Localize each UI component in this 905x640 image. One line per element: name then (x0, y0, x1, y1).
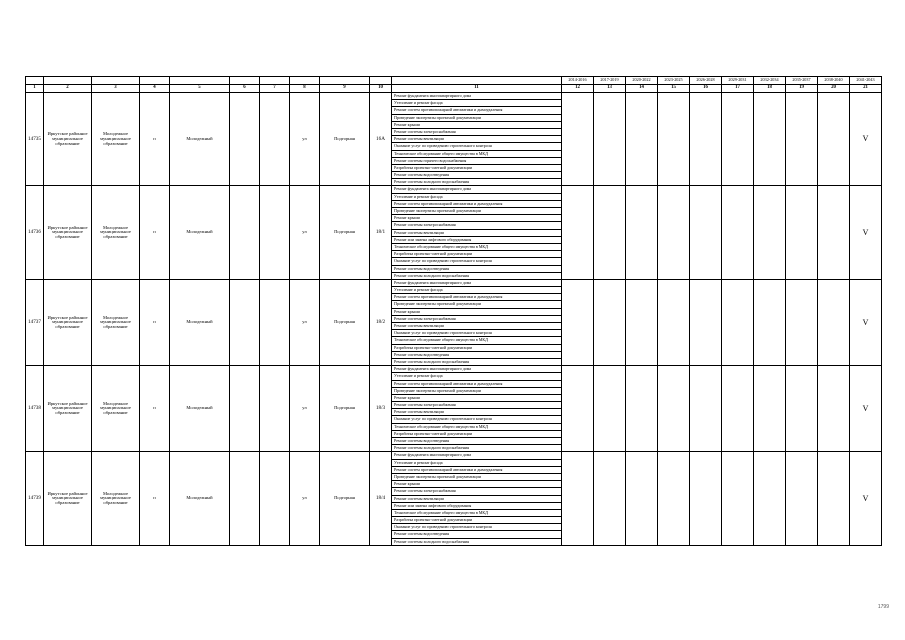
work-type: Утепление и ремонт фасада (392, 193, 562, 200)
work-type: Ремонт фундамента многоквартирного дома (392, 366, 562, 373)
work-type: Оказание услуг по проведению строительного контроля (392, 330, 562, 337)
empty-cell (260, 279, 290, 365)
year-cell (658, 452, 690, 545)
repair-schedule-table (25, 76, 882, 546)
page-number: 1799 (877, 604, 889, 610)
column-number: 15 (658, 85, 690, 93)
work-type: Ремонт крыши (392, 215, 562, 222)
year-cell (658, 186, 690, 279)
year-header-blank (230, 77, 260, 85)
year-cell (722, 186, 754, 279)
year-header-blank (140, 77, 170, 85)
work-type: Утепление и ремонт фасада (392, 373, 562, 380)
work-type: Техническое обследование общего имущества в МКД (392, 337, 562, 344)
year-cell (562, 279, 594, 365)
street-type: ул (290, 279, 320, 365)
year-header-blank (44, 77, 92, 85)
settlement-type: п (140, 279, 170, 365)
table-row (26, 366, 882, 373)
year-cell (722, 93, 754, 186)
table-row (26, 186, 882, 193)
work-type: Ремонт системы водоотведения (392, 531, 562, 538)
empty-cell (260, 186, 290, 279)
year-cell (562, 452, 594, 545)
district-name: Иркутское районное муниципальное образование (44, 366, 92, 452)
column-number: 1 (26, 85, 44, 93)
column-number: 11 (392, 85, 562, 93)
work-type: Разработка проектно-сметной документации (392, 517, 562, 524)
year-cell (818, 93, 850, 186)
year-header-blank (170, 77, 230, 85)
work-type: Ремонт системы холодного водоснабжения (392, 272, 562, 279)
year-period-header: 2014-2016 (562, 77, 594, 85)
work-type: Ремонт системы электроснабжения (392, 222, 562, 229)
work-type: Разработка проектно-сметной документации (392, 251, 562, 258)
work-type: Оказание услуг по проведению строительного контроля (392, 416, 562, 423)
year-cell (658, 366, 690, 452)
work-type: Ремонт системы водоотведения (392, 172, 562, 179)
work-type: Оказание услуг по проведению строительного контроля (392, 143, 562, 150)
settlement-type: п (140, 93, 170, 186)
year-header-blank (260, 77, 290, 85)
work-type: Ремонт крыши (392, 121, 562, 128)
work-type: Техническое обследование общего имущества в МКД (392, 423, 562, 430)
district-name: Иркутское районное муниципальное образование (44, 186, 92, 279)
year-cell (626, 186, 658, 279)
work-type: Ремонт системы электроснабжения (392, 488, 562, 495)
year-cell (754, 452, 786, 545)
column-number: 4 (140, 85, 170, 93)
year-cell (594, 279, 626, 365)
column-number: 8 (290, 85, 320, 93)
work-type: Ремонт системы холодного водоснабжения (392, 358, 562, 365)
street-name: Подгорная (320, 186, 370, 279)
year-cell (786, 366, 818, 452)
year-cell (722, 366, 754, 452)
work-type: Ремонт системы холодного водоснабжения (392, 179, 562, 186)
work-type: Ремонт системы вентиляции (392, 323, 562, 330)
column-number: 2 (44, 85, 92, 93)
work-type: Ремонт крыши (392, 481, 562, 488)
planned-mark: V (850, 452, 882, 545)
street-type: ул (290, 366, 320, 452)
work-type: Ремонт системы холодного водоснабжения (392, 445, 562, 452)
work-type: Ремонт систем противопожарной автоматики и дымоудаления (392, 380, 562, 387)
column-number: 16 (690, 85, 722, 93)
year-cell (562, 93, 594, 186)
house-id: 14737 (26, 279, 44, 365)
column-number-row (26, 85, 882, 93)
year-cell (562, 186, 594, 279)
work-type: Ремонт систем противопожарной автоматики и дымоудаления (392, 200, 562, 207)
year-cell (626, 279, 658, 365)
year-cell (754, 93, 786, 186)
street-type: ул (290, 93, 320, 186)
table-row (26, 279, 882, 286)
municipality-name: Молодежное муниципальное образование (92, 366, 140, 452)
work-type: Ремонт крыши (392, 394, 562, 401)
work-type: Ремонт системы вентиляции (392, 495, 562, 502)
column-number: 19 (786, 85, 818, 93)
year-cell (690, 93, 722, 186)
street-name: Подгорная (320, 93, 370, 186)
work-type: Ремонт системы электроснабжения (392, 315, 562, 322)
year-cell (754, 186, 786, 279)
settlement-name: Молодежный (170, 452, 230, 545)
year-period-header: 2032-2034 (754, 77, 786, 85)
year-cell (818, 452, 850, 545)
column-number: 12 (562, 85, 594, 93)
year-cell (690, 279, 722, 365)
work-type: Ремонт фундамента многоквартирного дома (392, 93, 562, 100)
year-cell (818, 186, 850, 279)
work-type: Ремонт фундамента многоквартирного дома (392, 452, 562, 459)
year-cell (594, 366, 626, 452)
year-cell (722, 452, 754, 545)
work-type: Ремонт системы водоотведения (392, 438, 562, 445)
house-number: 16А (370, 93, 392, 186)
work-type: Оказание услуг по проведению строительного контроля (392, 258, 562, 265)
table-row (26, 93, 882, 100)
empty-cell (260, 366, 290, 452)
year-period-header: 2041-2043 (850, 77, 882, 85)
house-number: 18/3 (370, 366, 392, 452)
year-cell (562, 366, 594, 452)
street-name: Подгорная (320, 279, 370, 365)
column-number: 17 (722, 85, 754, 93)
empty-cell (260, 452, 290, 545)
settlement-type: п (140, 366, 170, 452)
column-number: 13 (594, 85, 626, 93)
work-type: Проведение экспертизы проектной документации (392, 301, 562, 308)
column-number: 6 (230, 85, 260, 93)
street-type: ул (290, 452, 320, 545)
work-type: Разработка проектно-сметной документации (392, 164, 562, 171)
year-header-blank (370, 77, 392, 85)
column-number: 10 (370, 85, 392, 93)
settlement-name: Молодежный (170, 366, 230, 452)
year-cell (626, 452, 658, 545)
year-period-header: 2017-2019 (594, 77, 626, 85)
year-cell (754, 366, 786, 452)
year-header-blank (290, 77, 320, 85)
year-cell (626, 93, 658, 186)
work-type: Ремонт крыши (392, 308, 562, 315)
work-type: Ремонт или замена лифтового оборудования (392, 502, 562, 509)
empty-cell (230, 279, 260, 365)
planned-mark: V (850, 366, 882, 452)
settlement-type: п (140, 186, 170, 279)
year-cell (626, 366, 658, 452)
year-period-header: 2023-2025 (658, 77, 690, 85)
work-type: Утепление и ремонт фасада (392, 287, 562, 294)
work-type: Разработка проектно-сметной документации (392, 430, 562, 437)
year-cell (754, 279, 786, 365)
empty-cell (230, 452, 260, 545)
planned-mark: V (850, 279, 882, 365)
work-type: Техническое обследование общего имущества в МКД (392, 150, 562, 157)
year-header-blank (392, 77, 562, 85)
column-number: 5 (170, 85, 230, 93)
house-id: 14735 (26, 93, 44, 186)
empty-cell (230, 186, 260, 279)
municipality-name: Молодежное муниципальное образование (92, 452, 140, 545)
year-cell (786, 186, 818, 279)
year-cell (594, 93, 626, 186)
empty-cell (230, 366, 260, 452)
year-cell (818, 279, 850, 365)
work-type: Ремонт фундамента многоквартирного дома (392, 186, 562, 193)
district-name: Иркутское районное муниципальное образование (44, 279, 92, 365)
year-cell (722, 279, 754, 365)
street-name: Подгорная (320, 366, 370, 452)
municipality-name: Молодежное муниципальное образование (92, 186, 140, 279)
work-type: Ремонт системы водоотведения (392, 265, 562, 272)
work-type: Разработка проектно-сметной документации (392, 344, 562, 351)
year-period-header: 2029-2031 (722, 77, 754, 85)
year-cell (690, 186, 722, 279)
column-number: 9 (320, 85, 370, 93)
work-type: Ремонт системы электроснабжения (392, 128, 562, 135)
work-type: Утепление и ремонт фасада (392, 459, 562, 466)
year-cell (818, 366, 850, 452)
year-header-row (26, 77, 882, 85)
work-type: Ремонт фундамента многоквартирного дома (392, 279, 562, 286)
column-number: 18 (754, 85, 786, 93)
work-type: Техническое обследование общего имущества в МКД (392, 243, 562, 250)
street-type: ул (290, 186, 320, 279)
work-type: Проведение экспертизы проектной документации (392, 208, 562, 215)
municipality-name: Молодежное муниципальное образование (92, 93, 140, 186)
work-type: Ремонт или замена лифтового оборудования (392, 236, 562, 243)
work-type: Оказание услуг по проведению строительного контроля (392, 524, 562, 531)
house-id: 14738 (26, 366, 44, 452)
municipality-name: Молодежное муниципальное образование (92, 279, 140, 365)
house-id: 14739 (26, 452, 44, 545)
year-header-blank (320, 77, 370, 85)
work-type: Утепление и ремонт фасада (392, 100, 562, 107)
year-period-header: 2020-2022 (626, 77, 658, 85)
table-row (26, 452, 882, 459)
year-cell (786, 279, 818, 365)
work-type: Ремонт системы вентиляции (392, 409, 562, 416)
work-type: Техническое обследование общего имущества в МКД (392, 509, 562, 516)
work-type: Ремонт системы водоотведения (392, 351, 562, 358)
work-type: Ремонт систем противопожарной автоматики и дымоудаления (392, 294, 562, 301)
planned-mark: V (850, 186, 882, 279)
district-name: Иркутское районное муниципальное образование (44, 452, 92, 545)
table-body (26, 77, 882, 546)
settlement-name: Молодежный (170, 186, 230, 279)
year-period-header: 2035-2037 (786, 77, 818, 85)
work-type: Проведение экспертизы проектной документации (392, 387, 562, 394)
year-cell (594, 452, 626, 545)
year-cell (690, 366, 722, 452)
settlement-name: Молодежный (170, 279, 230, 365)
column-number: 3 (92, 85, 140, 93)
year-cell (594, 186, 626, 279)
settlement-type: п (140, 452, 170, 545)
house-number: 18/4 (370, 452, 392, 545)
work-type: Ремонт системы электроснабжения (392, 402, 562, 409)
column-number: 7 (260, 85, 290, 93)
empty-cell (230, 93, 260, 186)
work-type: Ремонт системы вентиляции (392, 136, 562, 143)
column-number: 14 (626, 85, 658, 93)
work-type: Ремонт систем противопожарной автоматики и дымоудаления (392, 107, 562, 114)
year-period-header: 2026-2028 (690, 77, 722, 85)
street-name: Подгорная (320, 452, 370, 545)
settlement-name: Молодежный (170, 93, 230, 186)
work-type: Ремонт систем противопожарной автоматики и дымоудаления (392, 466, 562, 473)
house-id: 14736 (26, 186, 44, 279)
year-cell (786, 93, 818, 186)
year-cell (658, 93, 690, 186)
work-type: Ремонт системы холодного водоснабжения (392, 538, 562, 545)
house-number: 18/1 (370, 186, 392, 279)
year-header-blank (26, 77, 44, 85)
year-period-header: 2038-2040 (818, 77, 850, 85)
year-header-blank (92, 77, 140, 85)
planned-mark: V (850, 93, 882, 186)
work-type: Проведение экспертизы проектной документации (392, 473, 562, 480)
district-name: Иркутское районное муниципальное образование (44, 93, 92, 186)
work-type: Проведение экспертизы проектной документации (392, 114, 562, 121)
house-number: 18/2 (370, 279, 392, 365)
year-cell (658, 279, 690, 365)
year-cell (690, 452, 722, 545)
column-number: 20 (818, 85, 850, 93)
work-type: Ремонт системы вентиляции (392, 229, 562, 236)
empty-cell (260, 93, 290, 186)
work-type: Ремонт системы горячего водоснабжения (392, 157, 562, 164)
column-number: 21 (850, 85, 882, 93)
year-cell (786, 452, 818, 545)
